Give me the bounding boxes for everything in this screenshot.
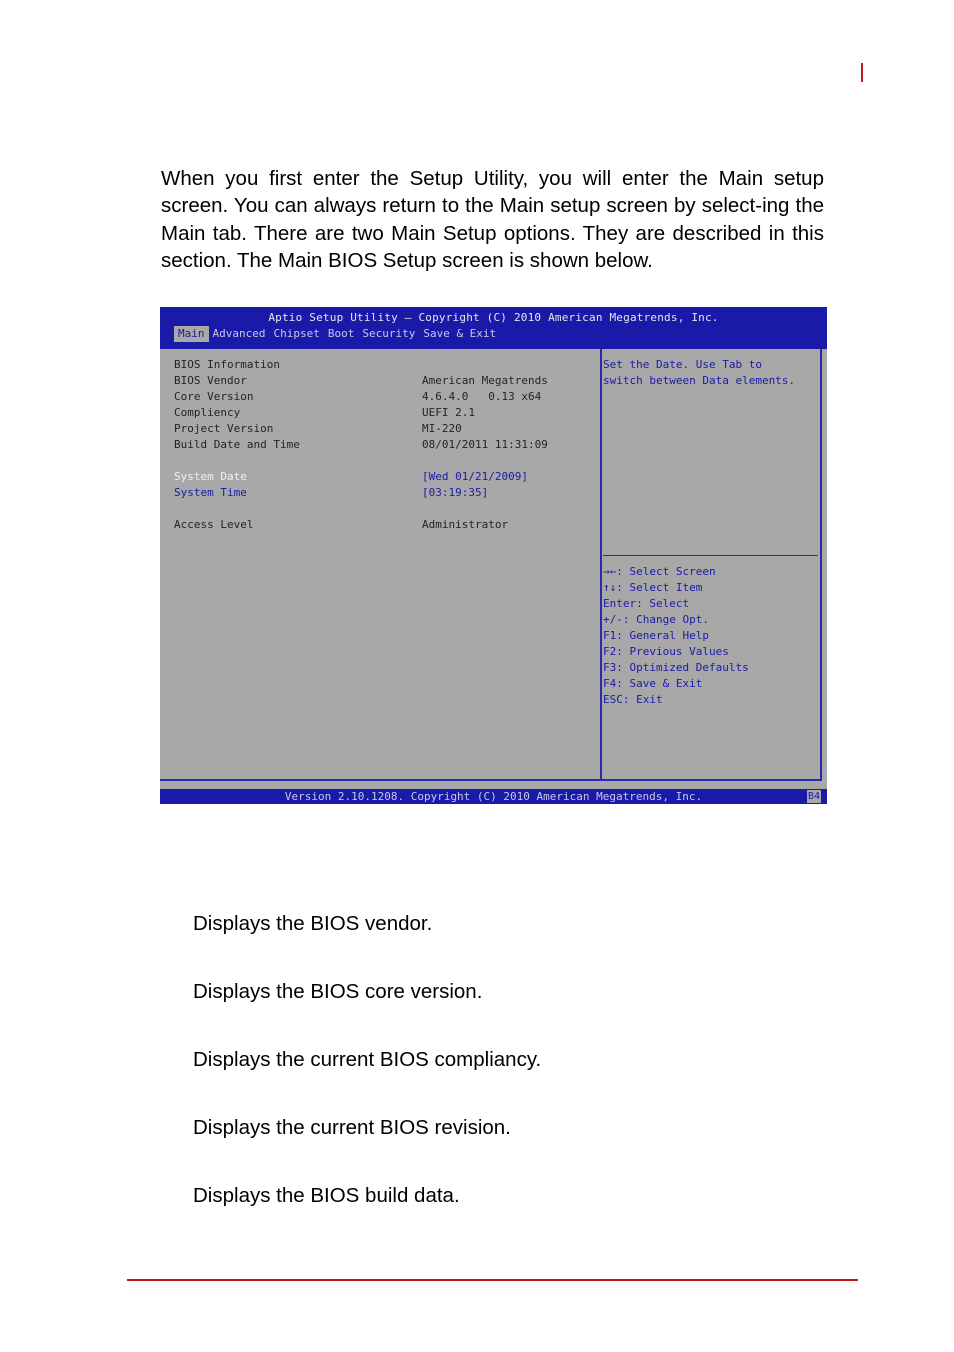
tab-main[interactable]: Main xyxy=(174,326,209,342)
bios-title: Aptio Setup Utility – Copyright (C) 2010 American Megatrends, Inc. xyxy=(268,311,719,324)
system-date-label[interactable]: System Date xyxy=(174,470,247,483)
tab-boot[interactable]: Boot xyxy=(327,327,355,340)
help-line: Set the Date. Use Tab to xyxy=(603,358,762,371)
intro-paragraph: When you first enter the Setup Utility, you will enter the Main setup screen. You can always return to the Main setup screen by select-ing the Main tab. There are two Main Setup options. They are described in this section. The Main BIOS Setup screen is shown below. xyxy=(161,167,824,272)
bios-footer-bar xyxy=(160,789,827,804)
tab-chipset[interactable]: Chipset xyxy=(273,327,320,340)
key-previous-values: F2: Previous Values xyxy=(603,645,729,658)
key-select-item: ↑↓: Select Item xyxy=(603,581,703,594)
bios-footer-text: Version 2.10.1208. Copyright (C) 2010 American Megatrends, Inc. xyxy=(284,790,703,803)
desc-bios-vendor: Displays the BIOS vendor. xyxy=(193,912,433,935)
bios-right-bottom xyxy=(600,779,822,781)
footer-rule xyxy=(127,1279,858,1281)
system-time-field[interactable]: [03:19:35] xyxy=(422,486,489,499)
post-code-badge: B4 xyxy=(807,791,820,802)
bios-title-bar xyxy=(160,307,827,349)
tab-security[interactable]: Security xyxy=(362,327,416,340)
bios-vendor-label: BIOS Vendor xyxy=(174,374,247,387)
key-change-opt: +/-: Change Opt. xyxy=(603,613,709,626)
core-version-label: Core Version xyxy=(174,390,254,403)
key-save-exit: F4: Save & Exit xyxy=(603,677,703,690)
help-text xyxy=(603,357,795,389)
bios-screenshot xyxy=(160,307,827,804)
compliency-label: Compliency xyxy=(174,406,241,419)
bios-vendor-value: American Megatrends xyxy=(422,374,548,387)
header-mark xyxy=(861,63,863,82)
desc-compliency: Displays the current BIOS compliancy. xyxy=(193,1048,542,1071)
access-level-label: Access Level xyxy=(174,518,254,531)
project-version-label: Project Version xyxy=(174,422,274,435)
desc-project-version: Displays the current BIOS revision. xyxy=(193,1116,511,1139)
access-level-value: Administrator xyxy=(422,518,509,531)
build-date-value: 08/01/2011 11:31:09 xyxy=(422,438,548,451)
desc-core-version: Displays the BIOS core version. xyxy=(193,980,483,1003)
bios-panel-divider xyxy=(600,349,602,781)
key-enter-select: Enter: Select xyxy=(603,597,690,610)
project-version-value: MI-220 xyxy=(422,422,462,435)
system-date-field[interactable]: [Wed 01/21/2009] xyxy=(422,470,528,483)
tab-save-exit[interactable]: Save & Exit xyxy=(423,327,497,340)
key-select-screen: →←: Select Screen xyxy=(603,565,716,578)
bios-tabs xyxy=(174,326,500,342)
system-time-label[interactable]: System Time xyxy=(174,486,247,499)
bios-right-border xyxy=(820,349,822,781)
bios-info-heading: BIOS Information xyxy=(174,358,280,371)
desc-build-date: Displays the BIOS build data. xyxy=(193,1184,460,1207)
keys-separator xyxy=(603,555,818,556)
key-legend xyxy=(603,564,749,708)
core-version-value: 4.6.4.0 0.13 x64 xyxy=(422,390,542,403)
build-date-label: Build Date and Time xyxy=(174,438,300,451)
tab-advanced[interactable]: Advanced xyxy=(212,327,266,340)
help-line: switch between Data elements. xyxy=(603,374,796,387)
compliency-value: UEFI 2.1 xyxy=(422,406,475,419)
key-optimized-defaults: F3: Optimized Defaults xyxy=(603,661,749,674)
key-esc-exit: ESC: Exit xyxy=(603,693,663,706)
key-general-help: F1: General Help xyxy=(603,629,709,642)
